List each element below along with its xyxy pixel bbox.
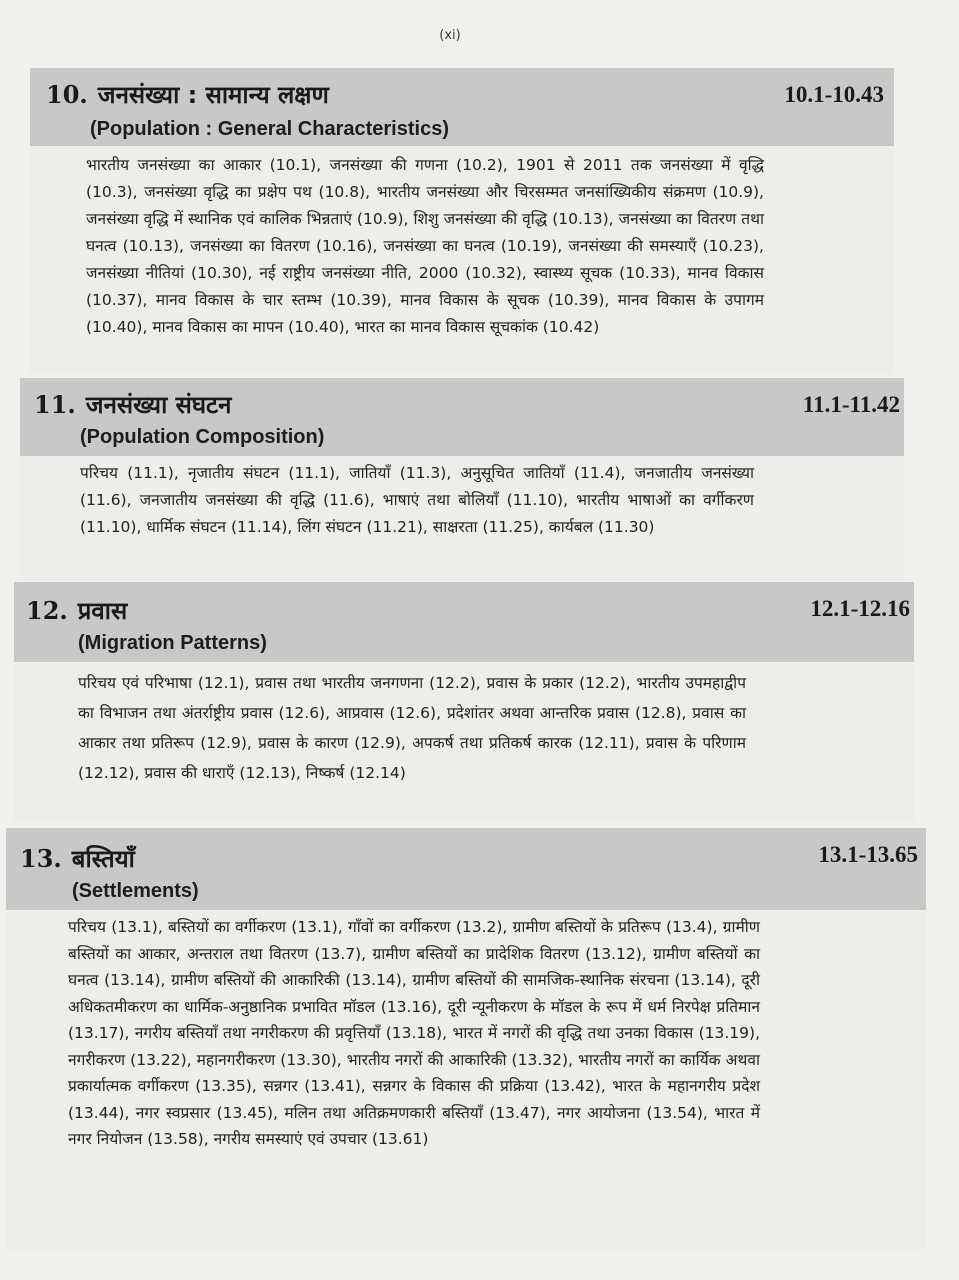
chapter-11-number: 11.: [34, 390, 76, 419]
chapter-12-topics: [14, 662, 914, 822]
chapter-13-topics: [6, 910, 926, 1250]
chapter-13-range: 13.1-13.65: [818, 842, 918, 867]
chapter-13-subtitle: (Settlements): [72, 880, 199, 902]
chapter-13: [6, 828, 926, 1250]
chapter-12-number: 12.: [26, 596, 68, 625]
chapter-12-topics-text: परिचय एवं परिभाषा (12.1), प्रवास तथा भारतीय जनगणना (12.2), प्रवास के प्रकार (12.2), भारतीय उपमहाद्वीप का विभाजन तथा अंतर्राष्ट्रीय प्रवास (12.6), आप्रवास (12.6), प्रदेशांतर अथवा आन्तरिक प्रवास (12.8), प्रवास का आकार तथा प्रतिरूप (12.9), प्रवास के कारण (12.9), अपकर्ष तथा प्रतिकर्ष कारक (12.11), प्रवास के परिणाम (12.12), प्रवास की धाराएँ (12.13), निष्कर्ष (12.14): [78, 674, 746, 782]
chapter-11-range: 11.1-11.42: [802, 392, 900, 417]
chapter-11-header: [20, 378, 904, 456]
chapter-11-subtitle: (Population Composition): [80, 426, 325, 448]
chapter-11-title-text: जनसंख्या संघटन: [85, 391, 232, 419]
chapter-11-topics-text: परिचय (11.1), नृजातीय संघटन (11.1), जातियाँ (11.3), अनुसूचित जातियाँ (11.4), जनजातीय जनसंख्या (11.6), जनजातीय जनसंख्या की वृद्धि (11.6), भाषाएं तथा बोलियाँ (11.10), भारतीय भाषाओं का वर्गीकरण (11.10), धार्मिक संघटन (11.14), लिंग संघटन (11.21), साक्षरता (11.25), कार्यबल (11.30): [80, 464, 754, 536]
chapter-10-subtitle: (Population : General Characteristics): [90, 118, 449, 140]
chapter-12: [14, 582, 914, 822]
chapter-10: [30, 68, 894, 374]
chapter-12-range: 12.1-12.16: [810, 596, 910, 621]
chapter-10-topics: [30, 146, 894, 374]
chapter-11: [20, 378, 904, 580]
chapter-12-title-text: प्रवास: [77, 597, 128, 625]
chapter-13-header: [6, 828, 926, 910]
chapter-12-title: [26, 594, 127, 627]
chapter-12-subtitle: (Migration Patterns): [78, 632, 267, 654]
chapter-13-title-text: बस्तियाँ: [71, 845, 135, 873]
chapter-10-title: [46, 78, 329, 111]
chapter-13-topics-text: परिचय (13.1), बस्तियों का वर्गीकरण (13.1), गाँवों का वर्गीकरण (13.2), ग्रामीण बस्तियों के प्रतिरूप (13.4), ग्रामीण बस्तियों का आकार, अन्तराल तथा वितरण (13.7), ग्रामीण बस्तियों का प्रादेशिक वितरण (13.12), ग्रामीण बस्तियों का घनत्व (13.14), ग्रामीण बस्तियों की आकारिकी (13.14), ग्रामीण बस्तियों की सामजिक-स्थानिक संरचना (13.14), दूरी अधिकतमीकरण का धार्मिक-अनुष्ठानिक प्रभावित मॉडल (13.16), दूरी न्यूनीकरण के मॉडल के रूप में धर्म निरपेक्ष प्रतिमान (13.17), नगरीय बस्तियाँ तथा नगरीकरण की प्रवृत्तियाँ (13.18), भारत में नगरों की वृद्धि तथा उनका विकास (13.19), नगरीकरण (13.22), महानगरीकरण (13.30), भारतीय नगरों की आकारिकी (13.32), भारतीय नगरों का कार्यिक अथवा प्रकार्यात्मक वर्गीकरण (13.35), सन्नगर (13.41), सन्नगर के विकास की प्रक्रिया (13.42), भारत के महानगरीय प्रदेश (13.44), नगर स्वप्रसार (13.45), मलिन तथा अतिक्रमणकारी बस्तियाँ (13.47), नगर आयोजना (13.54), भारत में नगर नियोजन (13.58), नगरीय समस्याएं एवं उपचार (13.61): [68, 918, 760, 1148]
chapter-10-topics-text: भारतीय जनसंख्या का आकार (10.1), जनसंख्या की गणना (10.2), 1901 से 2011 तक जनसंख्या में वृद्धि (10.3), जनसंख्या वृद्धि का प्रक्षेप पथ (10.8), भारतीय जनसंख्या और चिरसम्मत जनसांख्यिकीय संक्रमण (10.9), जनसंख्या वृद्धि में स्थानिक एवं कालिक भिन्नताएं (10.9), शिशु जनसंख्या की वृद्धि (10.13), जनसंख्या का वितरण तथा घनत्व (10.13), जनसंख्या का वितरण (10.16), जनसंख्या का घनत्व (10.19), जनसंख्या की समस्याएँ (10.23), जनसंख्या नीतियां (10.30), नई राष्ट्रीय जनसंख्या नीति, 2000 (10.32), स्वास्थ्य सूचक (10.33), मानव विकास (10.37), मानव विकास के चार स्तम्भ (10.39), मानव विकास के सूचक (10.39), मानव विकास के उपागम (10.40), मानव विकास का मापन (10.40), भारत का मानव विकास सूचकांक (10.42): [86, 156, 764, 336]
chapter-10-title-text: जनसंख्या : सामान्य लक्षण: [97, 81, 329, 109]
chapter-10-range: 10.1-10.43: [784, 82, 884, 107]
chapter-12-header: [14, 582, 914, 662]
chapter-13-number: 13.: [20, 844, 62, 873]
chapter-13-title: [20, 842, 135, 875]
chapter-11-title: [34, 388, 231, 421]
chapter-10-header: [30, 68, 894, 146]
chapter-10-number: 10.: [46, 80, 88, 109]
page-number: (xi): [439, 28, 461, 43]
chapter-11-topics: [20, 456, 904, 580]
